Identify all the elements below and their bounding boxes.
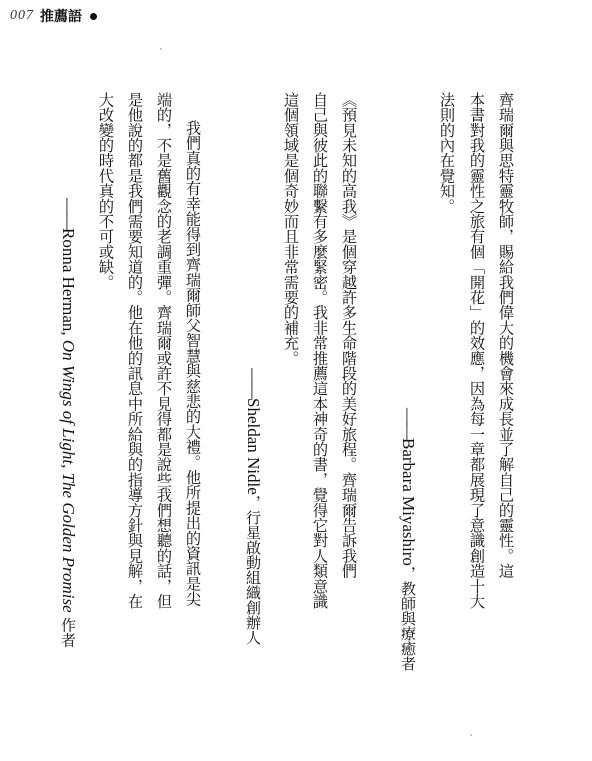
page-number: 007: [10, 8, 34, 23]
body-line: 是他說的都是我們需要知道的。他在他的訊息中所給與的指導方針與見解，在: [126, 92, 144, 609]
body-line: 大改變的時代真的不可或缺。: [97, 92, 115, 290]
attribution-role: ，行星啟動組織創辦人: [244, 494, 262, 645]
paper-speck: [470, 734, 472, 736]
bullet-icon: [90, 13, 97, 20]
body-line: 法則的內在覺知。: [438, 92, 456, 214]
attribution-role: ，教師與療癒者: [399, 565, 417, 671]
body-line: 自己與彼此的聯繫有多麼緊密。我非常推薦這本神奇的書，覺得它對人類意識: [311, 92, 329, 609]
attribution-dash: ——: [244, 368, 263, 398]
attribution: [398, 408, 419, 671]
attribution-name: Sheldan Nidle: [244, 398, 263, 495]
attribution-dash: ——: [59, 198, 78, 228]
running-head: 推薦語: [40, 9, 82, 25]
attribution-dash: ——: [399, 408, 418, 438]
body-line: 端的，不是舊觀念的老調重彈。齊瑞爾或許不見得都是說些我們想聽的話，但: [155, 92, 173, 609]
attribution-role: 作者: [59, 612, 77, 648]
attribution-name: Barbara Miyashiro: [399, 438, 418, 566]
body-line: 本書對我的靈性之旅有個「開花」的效應，因為每一章都展現了意識創造十大: [468, 92, 486, 609]
body-line: 齊瑞爾與思特靈牧師，賜給我們偉大的機會來成長並了解自己的靈性。這: [497, 92, 515, 579]
body-line: 《預見未知的高我》是個穿越許多生命階段的美好旅程。齊瑞爾告訴我們: [340, 92, 358, 579]
attribution-name: Ronna Herman,: [59, 228, 78, 340]
page-header: [10, 6, 97, 26]
attribution-work-title: On Wings of Light, The Golden Promise: [59, 339, 78, 613]
body-line: 我們真的有幸能得到齊瑞爾師父智慧與慈悲的大禮。他所提出的資訊是尖: [184, 120, 202, 607]
body-line: 這個領域是個奇妙而且非常需要的補充。: [282, 92, 300, 366]
attribution: [243, 368, 264, 645]
attribution: [58, 198, 79, 647]
paper-speck: [160, 48, 162, 50]
